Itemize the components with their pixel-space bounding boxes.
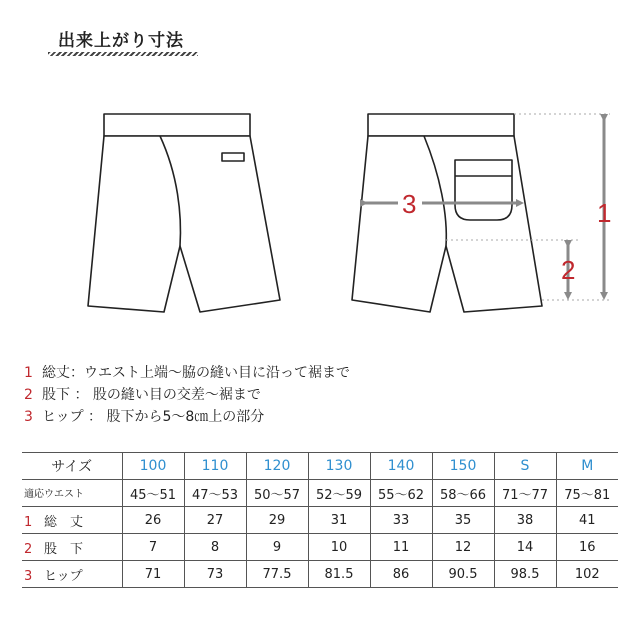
table-cell: 90.5 (432, 561, 494, 588)
size-corner: サイズ (22, 453, 122, 480)
table-cell: 14 (494, 534, 556, 561)
row-label-total-length: 1 総 丈 (22, 507, 122, 534)
measurement-notes (24, 362, 350, 428)
shorts-front-view (88, 114, 280, 312)
table-cell: 47〜53 (184, 480, 246, 507)
table-row (22, 480, 618, 507)
table-cell: 7 (122, 534, 184, 561)
table-cell: 77.5 (246, 561, 308, 588)
table-cell: 27 (184, 507, 246, 534)
note-number: 3 (24, 409, 33, 425)
table-cell: 9 (246, 534, 308, 561)
table-cell: 58〜66 (432, 480, 494, 507)
size-header-row (22, 453, 618, 480)
size-110: 110 (184, 453, 246, 480)
table-cell: 12 (432, 534, 494, 561)
size-s: S (494, 453, 556, 480)
table-cell: 29 (246, 507, 308, 534)
table-cell: 75〜81 (556, 480, 618, 507)
table-cell: 98.5 (494, 561, 556, 588)
table-cell: 33 (370, 507, 432, 534)
size-100: 100 (122, 453, 184, 480)
table-cell: 45〜51 (122, 480, 184, 507)
row-label-inseam: 2 股 下 (22, 534, 122, 561)
measure-label-3: 3 (402, 189, 417, 219)
front-label-patch (222, 153, 244, 161)
size-table (22, 452, 618, 588)
table-cell: 16 (556, 534, 618, 561)
size-m: M (556, 453, 618, 480)
page-title: 出来上がり寸法 (58, 31, 184, 51)
row-label-hip: 3 ヒップ (22, 561, 122, 588)
table-row (22, 534, 618, 561)
shorts-back-view (352, 114, 542, 312)
note-text: 総丈：ウエスト上端〜脇の縫い目に沿って裾まで (42, 365, 350, 381)
table-cell: 81.5 (308, 561, 370, 588)
front-waistband (104, 114, 250, 136)
front-body (88, 136, 280, 312)
note-item (24, 384, 350, 406)
table-cell: 71 (122, 561, 184, 588)
row-label-waist: 適応ウエスト (22, 480, 122, 507)
table-cell: 52〜59 (308, 480, 370, 507)
back-pocket (455, 160, 512, 220)
note-text: ヒップ ： 股下から5〜8㎝上の部分 (42, 409, 265, 425)
note-text: 股下 ： 股の縫い目の交差〜裾まで (42, 387, 261, 403)
table-cell: 55〜62 (370, 480, 432, 507)
measure-label-2: 2 (561, 255, 576, 285)
measure-label-1: 1 (597, 198, 612, 228)
size-140: 140 (370, 453, 432, 480)
table-cell: 31 (308, 507, 370, 534)
table-cell: 102 (556, 561, 618, 588)
size-120: 120 (246, 453, 308, 480)
table-cell: 41 (556, 507, 618, 534)
note-item (24, 362, 350, 384)
table-cell: 73 (184, 561, 246, 588)
note-number: 1 (24, 365, 33, 381)
back-body (352, 136, 542, 312)
table-cell: 26 (122, 507, 184, 534)
note-item (24, 406, 350, 428)
table-cell: 38 (494, 507, 556, 534)
size-150: 150 (432, 453, 494, 480)
table-cell: 10 (308, 534, 370, 561)
table-row (22, 507, 618, 534)
table-cell: 71〜77 (494, 480, 556, 507)
table-cell: 86 (370, 561, 432, 588)
size-130: 130 (308, 453, 370, 480)
note-number: 2 (24, 387, 33, 403)
back-waistband (368, 114, 514, 136)
table-row (22, 561, 618, 588)
table-cell: 35 (432, 507, 494, 534)
table-cell: 11 (370, 534, 432, 561)
table-cell: 8 (184, 534, 246, 561)
table-cell: 50〜57 (246, 480, 308, 507)
